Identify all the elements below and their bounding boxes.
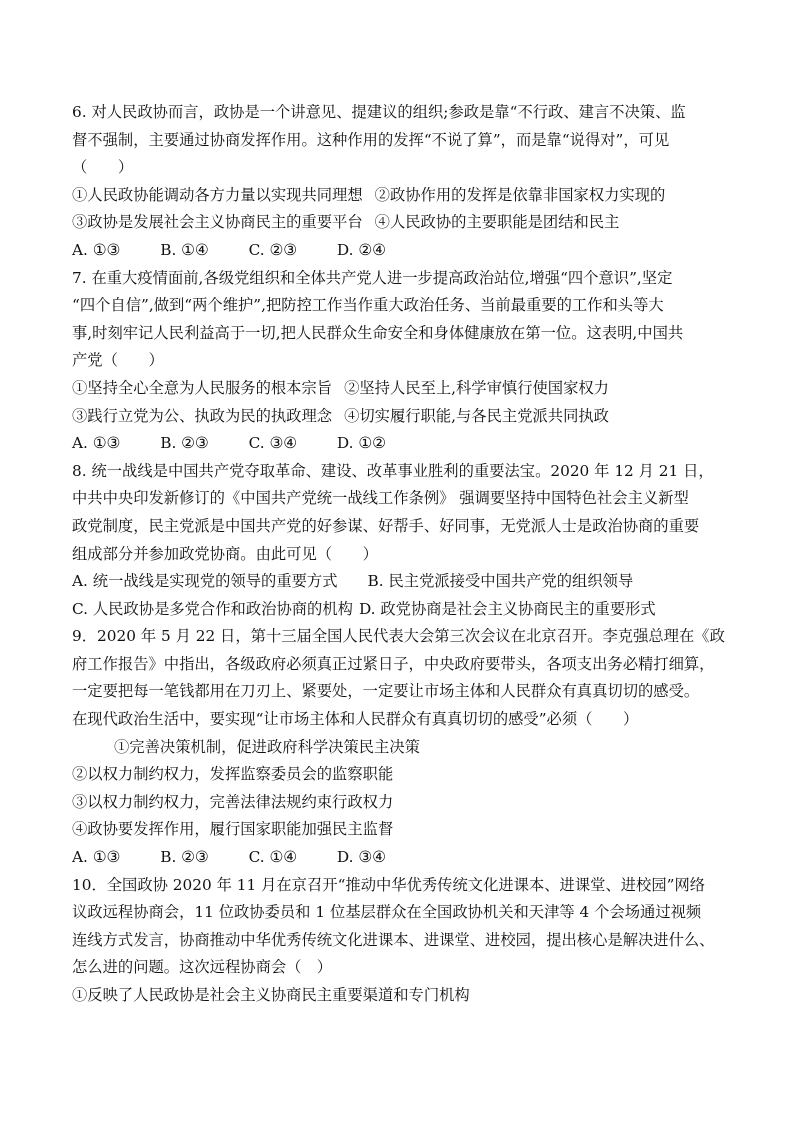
option-a: A. ①③ — [72, 240, 121, 259]
statement-row — [72, 182, 724, 210]
question-text-line: 8. 统一战线是中国共产党夺取革命、建设、改革事业胜利的重要法宝。2020 年 12 月 21 日， — [72, 461, 714, 480]
question-text-line: 督不强制，主要通过协商发挥作用。这种作用的发挥“不说了算”，而是靠“说得对”，可见 — [72, 130, 670, 149]
option-d: D. ②④ — [336, 240, 386, 259]
option-a: A. ①③ — [72, 848, 121, 867]
option-b: B. ②③ — [160, 434, 209, 453]
option-a: A. 统一战线是实现党的领导的重要方式 — [72, 572, 338, 591]
question-10 — [72, 872, 724, 1010]
option-c: C. ①④ — [248, 848, 297, 867]
statement-item: ①人民政协能调动各方力量以实现共同理想 — [72, 185, 363, 204]
statement-item: ②政协作用的发挥是依靠非国家权力实现的 — [374, 185, 666, 204]
question-text-line: 在现代政治生活中，要实现“让市场主体和人民群众有真真切切的感受”必须（ ） — [72, 710, 639, 729]
options-row — [72, 430, 724, 458]
statement-item: ②坚持人民至上,科学审慎行使国家权力 — [344, 378, 609, 397]
question-text-line: 连线方式发言，协商推动中华优秀传统文化进课本、进课堂、进校园，提出核心是解决进什么、 — [72, 930, 715, 949]
question-text-line: 10．全国政协 2020 年 11 月在京召开“推动中华优秀传统文化进课本、进课堂、进校园”网络 — [72, 875, 706, 894]
option-d: D. ③④ — [336, 848, 386, 867]
question-text-line: 议政远程协商会，11 位政协委员和 1 位基层群众在全国政协机关和天津等 4 个会场通过视频 — [72, 903, 702, 922]
option-d: D. ①② — [336, 434, 386, 453]
statement-item: ①坚持全心全意为人民服务的根本宗旨 — [72, 378, 333, 397]
statement-row — [72, 375, 724, 403]
question-text-line: 一定要把每一笔钱都用在刀刃上、紧要处，一定要让市场主体和人民群众有真真切切的感受。 — [72, 682, 700, 701]
option-c: C. 人民政协是多党合作和政治协商的机构 — [72, 599, 353, 618]
option-b: B. ②③ — [160, 848, 209, 867]
statement-item: ③践行立党为公、执政为民的执政理念 — [72, 406, 333, 425]
question-text-line: 7. 在重大疫情面前,各级党组织和全体共产党人进一步提高政治站位,增强“四个意识”,坚定 — [72, 268, 673, 287]
statement-row — [72, 209, 724, 237]
statement-item: ④人民政协的主要职能是团结和民主 — [374, 213, 620, 232]
option-d: D. 政党协商是社会主义协商民主的重要形式 — [358, 599, 656, 618]
question-text-line: 9．2020 年 5 月 22 日，第十三届全国人民代表大会第三次会议在北京召开。李克强总理在《政 — [72, 627, 725, 646]
question-text-line: 府工作报告》中指出，各级政府必须真正过紧日子，中央政府要带头，各项支出务必精打细算， — [72, 654, 715, 673]
question-text-line: 事,时刻牢记人民利益高于一切,把人民群众生命安全和身体健康放在第一位。这表明,中国共 — [72, 323, 684, 342]
statement-row — [72, 403, 724, 431]
statement-item: ③政协是发展社会主义协商民主的重要平台 — [72, 213, 363, 232]
question-7 — [72, 265, 724, 458]
question-6 — [72, 99, 724, 265]
option-b: B. 民主党派接受中国共产党的组织领导 — [367, 572, 634, 591]
options-row — [72, 237, 724, 265]
exam-page — [72, 99, 724, 1010]
statement-item: ②以权力制约权力，发挥监察委员会的监察职能 — [72, 765, 394, 784]
question-text-line: 中共中央印发新修订的《中国共产党统一战线工作条例》 强调要坚持中国特色社会主义新型 — [72, 489, 689, 508]
option-c: C. ②③ — [248, 240, 297, 259]
option-c: C. ③④ — [248, 434, 297, 453]
statement-item: ①反映了人民政协是社会主义协商民主重要渠道和专门机构 — [72, 986, 470, 1004]
question-text-line: 政党制度，民主党派是中国共产党的好参谋、好帮手、好同事，无党派人士是政治协商的重要 — [72, 516, 700, 535]
question-text-line: “四个自信”,做到“两个维护”,把防控工作当作重大政治任务、当前最重要的工作和头等大 — [72, 296, 664, 315]
option-b: B. ①④ — [160, 240, 209, 259]
statement-item: ④切实履行职能,与各民主党派共同执政 — [344, 406, 609, 425]
question-text-line: 6. 对人民政协而言，政协是一个讲意见、提建议的组织;参政是靠“不行政、建言不决策、监 — [72, 103, 686, 121]
statement-item: ③以权力制约权力，完善法律法规约束行政权力 — [72, 792, 394, 811]
answer-blank: （ ） — [72, 158, 134, 177]
question-text-line: 怎么进的问题。这次远程协商会（ ） — [72, 958, 333, 977]
statement-item: ④政协要发挥作用，履行国家职能加强民主监督 — [72, 820, 394, 839]
question-text-line: 产党（ ） — [72, 351, 164, 370]
question-9 — [72, 623, 724, 871]
question-8 — [72, 458, 724, 624]
options-row — [72, 596, 724, 624]
options-row — [72, 844, 724, 872]
option-a: A. ①③ — [72, 434, 121, 453]
options-row — [72, 568, 724, 596]
statement-item: ①完善决策机制，促进政府科学决策民主决策 — [114, 737, 420, 756]
question-text-line: 组成部分并参加政党协商。由此可见（ ） — [72, 544, 378, 563]
